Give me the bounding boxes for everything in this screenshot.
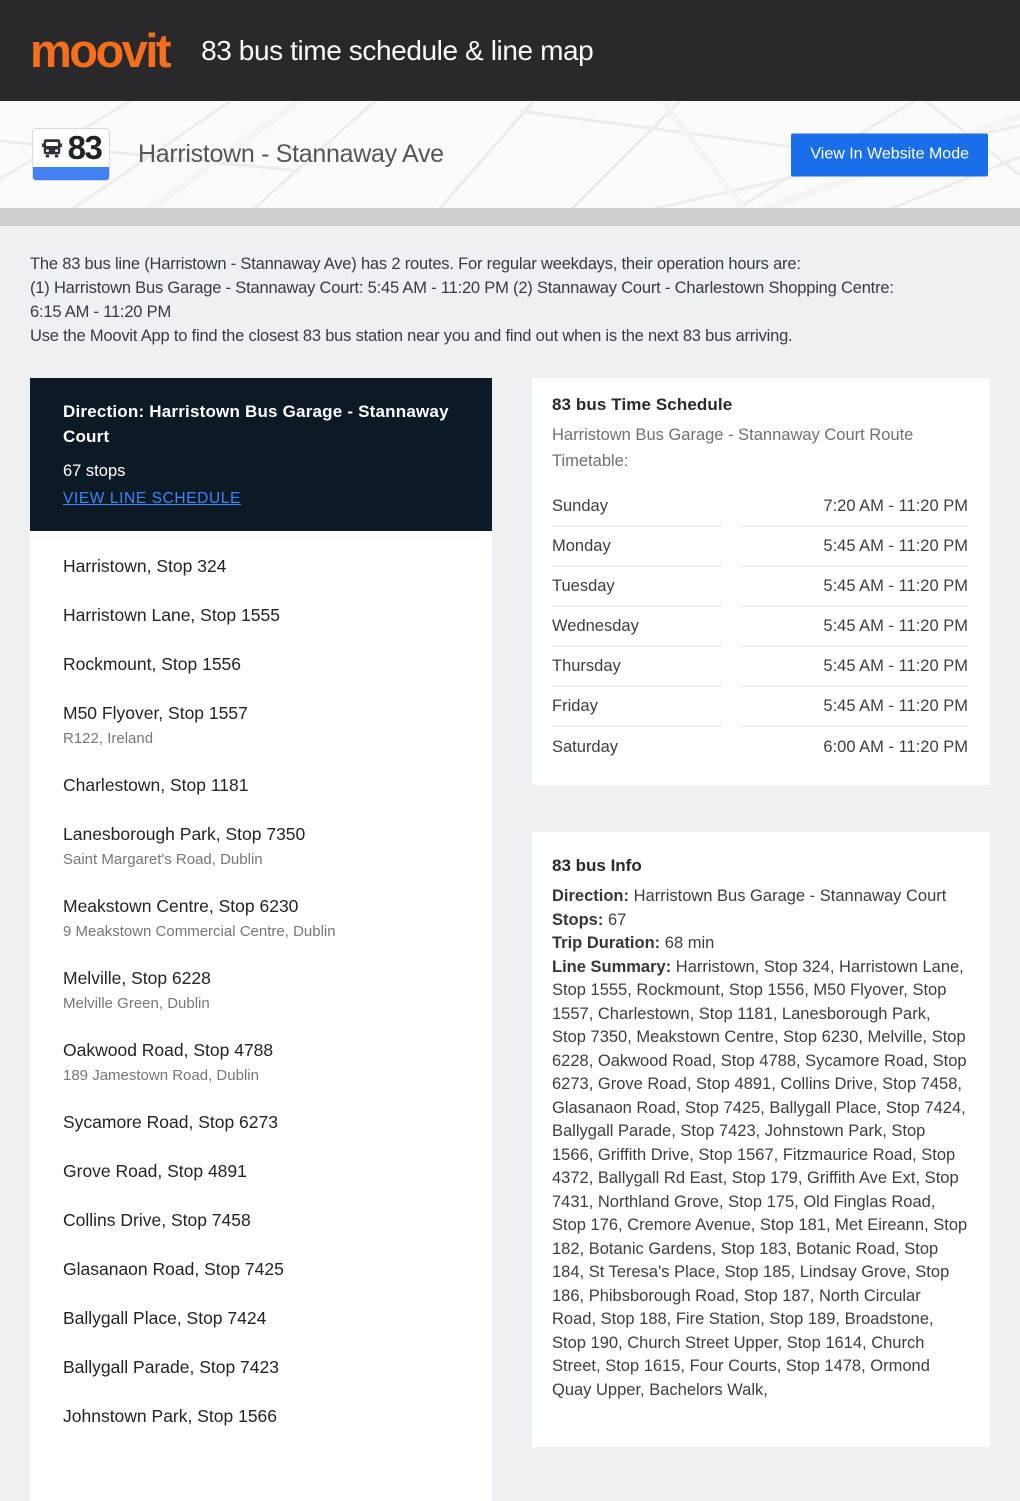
stop-list-item[interactable] [63, 1294, 472, 1343]
line-badge [32, 128, 110, 181]
intro-line-2: (1) Harristown Bus Garage - Stannaway Court: 5:45 AM - 11:20 PM (2) Stannaway Court - Charlestown Shopping Centre: [30, 279, 894, 297]
stop-list-item[interactable] [63, 1026, 472, 1098]
timetable-hours: 5:45 AM - 11:20 PM [739, 687, 968, 727]
stop-name[interactable]: Harristown, Stop 324 [63, 556, 227, 576]
intro-line-4: Use the Moovit App to find the closest 83 bus station near you and find out when is the next 83 bus arriving. [30, 327, 793, 345]
stops-value: 67 [607, 910, 627, 929]
stop-list-item[interactable] [63, 1343, 472, 1392]
timetable-row [552, 687, 968, 727]
schedule-card-subtitle: Harristown Bus Garage - Stannaway Court Route Timetable: [552, 426, 914, 470]
timetable-row [552, 647, 968, 687]
stop-list-item[interactable] [63, 1098, 472, 1147]
timetable-row [552, 727, 968, 767]
bus-icon [41, 137, 63, 159]
stops-count: 67 stops [63, 462, 126, 480]
timetable-day: Monday [552, 527, 723, 567]
timetable-day: Wednesday [552, 607, 723, 647]
stop-list-item[interactable] [63, 810, 472, 882]
bus-info-card [532, 832, 990, 1447]
stop-list-item[interactable] [63, 761, 472, 810]
stop-name[interactable]: Meakstown Centre, Stop 6230 [63, 896, 299, 916]
stop-name[interactable]: Melville, Stop 6228 [63, 968, 211, 988]
intro-paragraph [30, 252, 990, 348]
stop-name[interactable]: Oakwood Road, Stop 4788 [63, 1040, 274, 1060]
stop-list-item[interactable] [63, 591, 472, 640]
timetable [552, 487, 968, 767]
direction-card [30, 378, 492, 531]
direction-value: Harristown Bus Garage - Stannaway Court [633, 887, 947, 905]
stop-address: 189 Jamestown Road, Dublin [63, 1067, 259, 1084]
timetable-row [552, 527, 968, 567]
line-color-bar [33, 167, 109, 180]
stops-label: Stops: [552, 910, 604, 929]
view-line-schedule-link[interactable]: VIEW LINE SCHEDULE [63, 490, 241, 507]
divider-bar [0, 208, 1020, 226]
stop-name[interactable]: Glasanaon Road, Stop 7425 [63, 1259, 284, 1279]
main-content [0, 226, 1020, 1501]
route-hero [0, 101, 1020, 208]
stop-list-item[interactable] [63, 1147, 472, 1196]
stop-list-item[interactable] [63, 640, 472, 689]
stop-list-item[interactable] [63, 1245, 472, 1294]
stop-list-item[interactable] [63, 882, 472, 954]
intro-line-1: The 83 bus line (Harristown - Stannaway Ave) has 2 routes. For regular weekdays, their operation hours are: [30, 255, 801, 273]
timetable-hours: 7:20 AM - 11:20 PM [739, 487, 968, 527]
timetable-day: Friday [552, 687, 723, 727]
timetable-day: Sunday [552, 487, 723, 527]
app-header [0, 0, 1020, 101]
trip-duration-value: 68 min [664, 934, 715, 952]
timetable-row [552, 487, 968, 527]
stop-name[interactable]: Grove Road, Stop 4891 [63, 1161, 247, 1181]
timetable-hours: 5:45 AM - 11:20 PM [739, 567, 968, 607]
stop-list-item[interactable] [63, 689, 472, 761]
intro-line-3: 6:15 AM - 11:20 PM [30, 303, 172, 321]
schedule-card-title: 83 bus Time Schedule [552, 395, 733, 414]
stop-list-item[interactable] [63, 1392, 472, 1441]
stop-name[interactable]: Ballygall Place, Stop 7424 [63, 1308, 267, 1328]
timetable-hours: 5:45 AM - 11:20 PM [739, 647, 968, 687]
stops-list [63, 542, 472, 1441]
stop-list-item[interactable] [63, 954, 472, 1026]
stop-name[interactable]: Ballygall Parade, Stop 7423 [63, 1357, 279, 1377]
timetable-day: Tuesday [552, 567, 723, 607]
line-summary-label: Line Summary: [552, 957, 672, 976]
stop-address: 9 Meakstown Commercial Centre, Dublin [63, 923, 336, 940]
stop-name[interactable]: M50 Flyover, Stop 1557 [63, 703, 248, 723]
time-schedule-card [532, 378, 990, 785]
moovit-logo[interactable]: moovit [30, 24, 170, 77]
timetable-hours: 5:45 AM - 11:20 PM [739, 527, 968, 567]
stop-list-item[interactable] [63, 1196, 472, 1245]
timetable-hours: 5:45 AM - 11:20 PM [739, 607, 968, 647]
stop-address: R122, Ireland [63, 730, 154, 747]
timetable-day: Thursday [552, 647, 723, 687]
timetable-row [552, 607, 968, 647]
right-column [532, 378, 990, 1447]
stop-name[interactable]: Johnstown Park, Stop 1566 [63, 1406, 278, 1426]
stop-name[interactable]: Charlestown, Stop 1181 [63, 775, 249, 795]
timetable-hours: 6:00 AM - 11:20 PM [823, 737, 968, 756]
direction-label: Direction: [552, 887, 630, 905]
left-column [30, 378, 492, 1501]
stop-name[interactable]: Harristown Lane, Stop 1555 [63, 605, 280, 625]
page-title: 83 bus time schedule & line map [201, 34, 594, 66]
timetable-row [552, 567, 968, 607]
route-name: Harristown - Stannaway Ave [138, 140, 444, 168]
stop-name[interactable]: Rockmount, Stop 1556 [63, 654, 242, 674]
stop-name[interactable]: Sycamore Road, Stop 6273 [63, 1112, 278, 1132]
info-card-title: 83 bus Info [552, 856, 642, 875]
timetable-day: Saturday [552, 737, 619, 756]
line-number: 83 [67, 129, 102, 166]
info-card-body [552, 885, 968, 1402]
line-summary-value: Harristown, Stop 324, Harristown Lane, Stop 1555, Rockmount, Stop 1556, M50 Flyover, Stop 1557, Charlestown, Stop 1181, Lanesborough Park, Stop 7350, Meakstown Centre, Stop 6230, Melville, Stop 6228, Oakwood Road, Stop 4788, Sycamore Road, Stop 6273, Grove Road, Stop 4891, Collins Drive, Stop 7458, Glasanaon Road, Stop 7425, Ballygall Place, Stop 7424, Ballygall Parade, Stop 7423, Johnstown Park, Stop 1566, Griffith Drive, Stop 1567, Fitzmaurice Road, Stop 4372, Ballygall Rd East, Stop 179, Griffith Ave Ext, Stop 7431, Northland Grove, Stop 175, Old Finglas Road, Stop 176, Cremore Avenue, Stop 181, Met Eireann, Stop 182, Botanic Gardens, Stop 183, Botanic Road, Stop 184, St Teresa's Place, Stop 185, Lindsay Grove, Stop 186, Phibsborough Road, Stop 187, North Circular Road, Stop 188, Fire Station, Stop 189, Broadstone, Stop 190, Church Street Upper, Stop 1614, Church Street, Stop 1615, Four Courts, Stop 1478, Ormond Quay Upper, Bachelors Walk, [552, 957, 968, 1399]
stop-address: Melville Green, Dublin [63, 995, 210, 1012]
stop-name[interactable]: Lanesborough Park, Stop 7350 [63, 824, 306, 844]
stop-name[interactable]: Collins Drive, Stop 7458 [63, 1210, 251, 1230]
stop-list-item[interactable] [63, 542, 472, 591]
stops-list-card [30, 531, 492, 1501]
stop-address: Saint Margaret's Road, Dublin [63, 851, 263, 868]
trip-duration-label: Trip Duration: [552, 934, 661, 952]
direction-title: Direction: Harristown Bus Garage - Stannaway Court [63, 402, 449, 446]
view-in-website-mode-button[interactable]: View In Website Mode [791, 133, 988, 176]
